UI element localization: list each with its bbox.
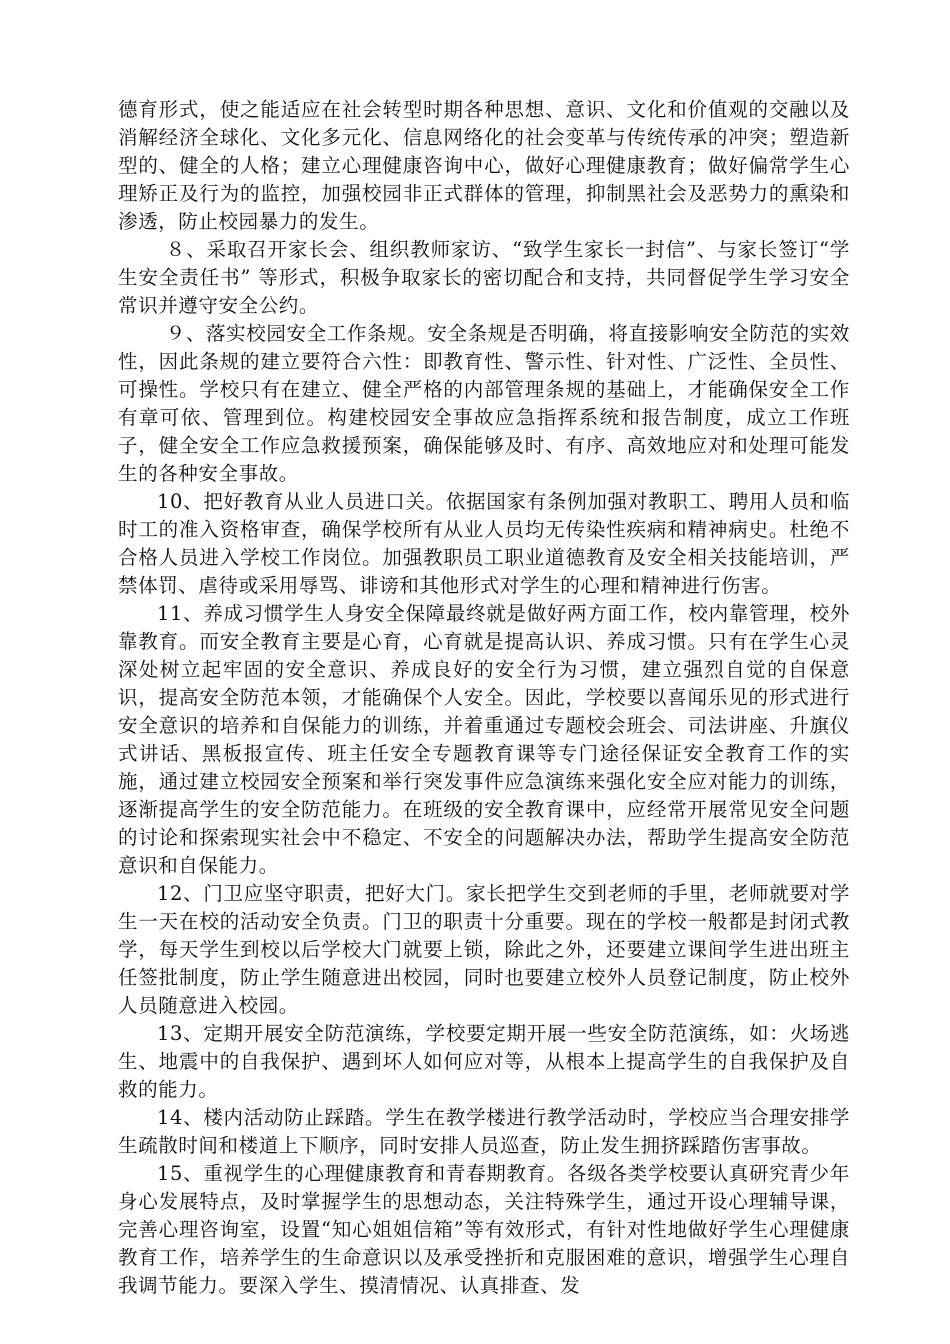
document-page	[118, 96, 850, 1300]
paragraph-item-12: 12、门卫应坚守职责，把好大门。家长把学生交到老师的手里，老师就要对学生一天在校的活动安全负责。门卫的职责十分重要。现在的学校一般都是封闭式教学，每天学生到校以后学校大门就要上锁，除此之外，还要建立课间学生进出班主任签批制度，防止学生随意进出校园，同时也要建立校外人员登记制度，防止校外人员随意进入校园。	[118, 882, 850, 1017]
paragraph-item-11: 11、养成习惯学生人身安全保障最终就是做好两方面工作，校内靠管理，校外靠教育。而安全教育主要是心育，心育就是提高认识、养成习惯。只有在学生心灵深处树立起牢固的安全意识、养成良好的安全行为习惯，建立强烈自觉的自保意识，提高安全防范本领，才能确保个人安全。因此，学校要以喜闻乐见的形式进行安全意识的培养和自保能力的训练，并着重通过专题校会班会、司法讲座、升旗仪式讲话、黑板报宣传、班主任安全专题教育课等专门途径保证安全教育工作的实施，通过建立校园安全预案和举行突发事件应急演练来强化安全应对能力的训练，逐渐提高学生的安全防范能力。在班级的安全教育课中，应经常开展常见安全问题的讨论和探索现实社会中不稳定、不安全的问题解决办法，帮助学生提高安全防范意识和自保能力。	[118, 602, 850, 877]
paragraph-item-15: 15、重视学生的心理健康教育和青春期教育。各级各类学校要认真研究青少年身心发展特点，及时掌握学生的思想动态，关注特殊学生，通过开设心理辅导课，完善心理咨询室，设置“知心姐姐信箱”等有效形式，有针对性地做好学生心理健康教育工作，培养学生的生命意识以及承受挫折和克服困难的意识，增强学生心理自我调节能力。要深入学生、摸清情况、认真排查、发	[118, 1162, 850, 1297]
paragraph-continuation: 德育形式，使之能适应在社会转型时期各种思想、意识、文化和价值观的交融以及消解经济全球化、文化多元化、信息网络化的社会变革与传统传承的冲突；塑造新型的、健全的人格；建立心理健康咨询中心，做好心理健康教育；做好偏常学生心理矫正及行为的监控，加强校园非正式群体的管理，抑制黑社会及恶势力的熏染和渗透，防止校园暴力的发生。	[118, 98, 850, 233]
paragraph-item-9: ９、落实校园安全工作条规。安全条规是否明确，将直接影响安全防范的实效性，因此条规的建立要符合六性：即教育性、警示性、针对性、广泛性、全员性、可操性。学校只有在建立、健全严格的内部管理条规的基础上，才能确保安全工作有章可依、管理到位。构建校园安全事故应急指挥系统和报告制度，成立工作班子，健全安全工作应急救援预案，确保能够及时、有序、高效地应对和处理可能发生的各种安全事故。	[118, 322, 850, 485]
paragraph-item-8: ８、采取召开家长会、组织教师家访、“致学生家长一封信”、与家长签订“学生安全责任书” 等形式，积极争取家长的密切配合和支持，共同督促学生学习安全常识并遵守安全公约。	[118, 238, 850, 317]
paragraph-item-10: 10、把好教育从业人员进口关。依据国家有条例加强对教职工、聘用人员和临时工的准入资格审查，确保学校所有从业人员均无传染性疾病和精神病史。杜绝不合格人员进入学校工作岗位。加强教职员工职业道德教育及安全相关技能培训，严禁体罚、虐待或采用辱骂、诽谤和其他形式对学生的心理和精神进行伤害。	[118, 490, 850, 597]
paragraph-item-14: 14、楼内活动防止踩踏。学生在教学楼进行教学活动时，学校应当合理安排学生疏散时间和楼道上下顺序，同时安排人员巡查，防止发生拥挤踩踏伤害事故。	[118, 1106, 850, 1157]
paragraph-item-13: 13、定期开展安全防范演练，学校要定期开展一些安全防范演练，如：火场逃生、地震中的自我保护、遇到坏人如何应对等，从根本上提高学生的自我保护及自救的能力。	[118, 1022, 850, 1101]
